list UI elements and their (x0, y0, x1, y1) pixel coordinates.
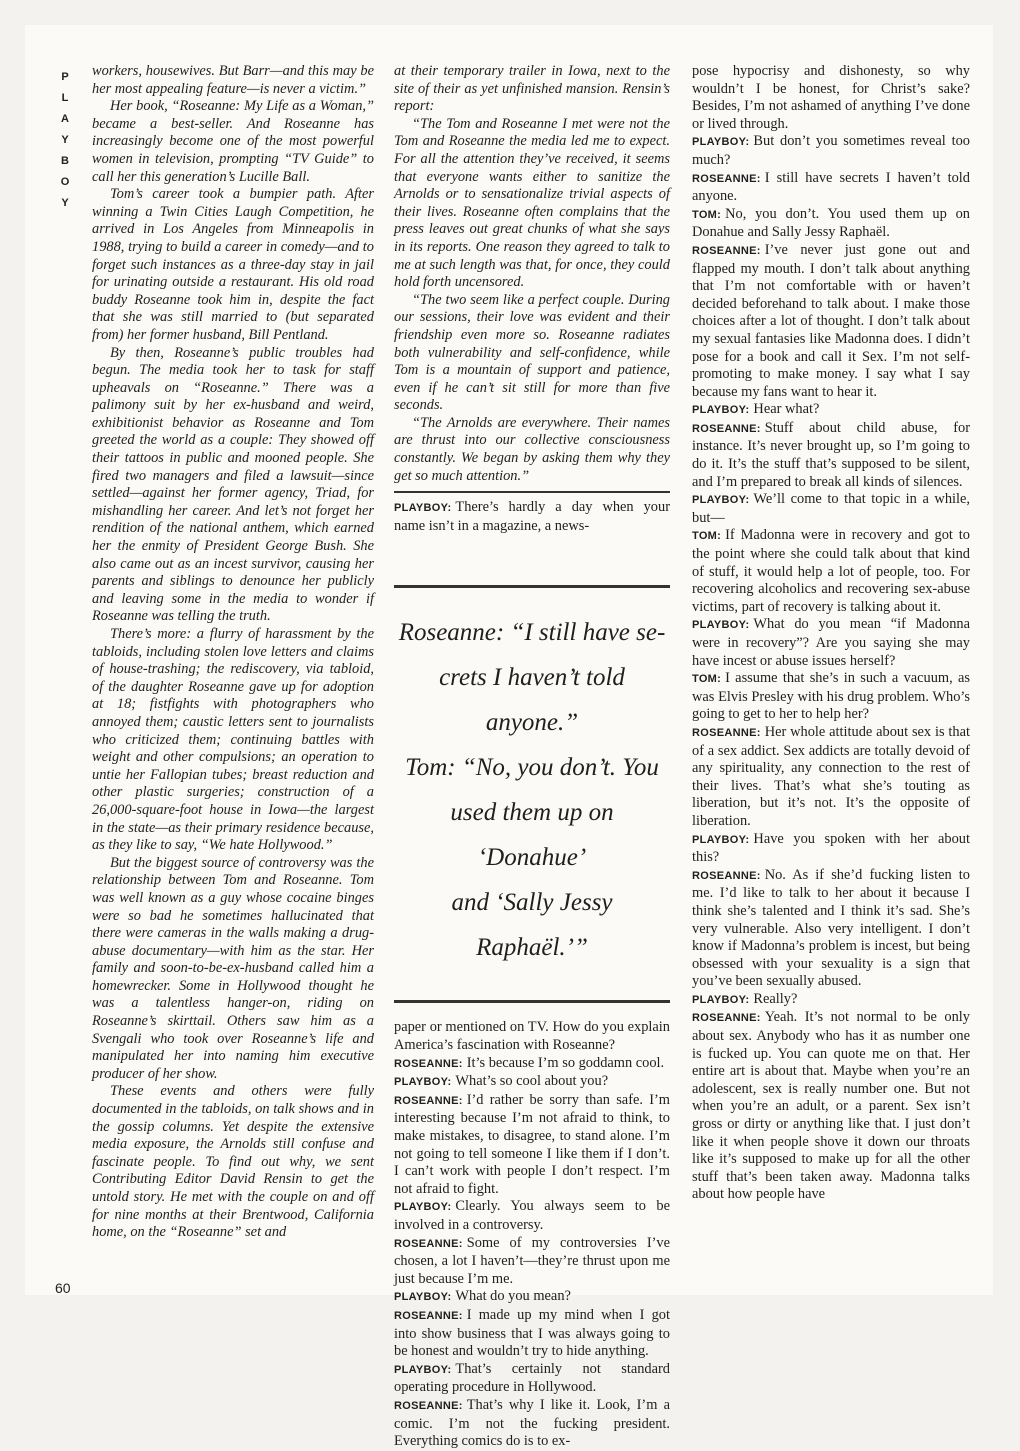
column-2 (394, 63, 670, 1451)
intro-paragraph (394, 63, 670, 116)
interview-paragraph (692, 831, 970, 867)
interview-paragraph (394, 1361, 670, 1397)
interview-paragraph (692, 991, 970, 1010)
interview-paragraph (394, 1073, 670, 1092)
pull-quote-line: and ‘Sally Jessy Raphaël.’” (451, 889, 613, 962)
interview-paragraph (692, 420, 970, 491)
paragraph-text: If Madonna were in recovery and got to the point where she could talk about that kind of stuff, it would help a lot of people, too. For recovering alcoholics and recovering sex-abuse victims, part of recovery is talking about it. (692, 527, 970, 615)
column-2-interview (394, 1019, 670, 1450)
paragraph-text: I’ve never just gone out and flapped my mouth. I don’t talk about anything that I’m not comfortable with or haven’t decided beforehand to talk about. I make those choices after a lot of thought. I don’t talk about my sexual fantasies like Madonna does. I didn’t pose for a book and call it Sex. I’m not self-promoting to make money. I say what I say because my fans want to hear it. (692, 241, 970, 400)
paragraph-text: What’s so cool about you? (455, 1073, 609, 1090)
paragraph-text: But the biggest source of controversy was the relationship between Tom and Roseanne. Tom was well known as a guy whose cocaine binges were so bad he sometimes hallucinated that there were cameras in the walls making a drug-abuse documentary—with him as the star. Her family and soon-to-be-ex-husband called him a homewrecker. Some in Hollywood thought he was a talentless hanger-on, riding on Roseanne’s skirttail. Others saw him as a Svengali who took over Roseanne’s life and manipulated her into naming him executive producer of her show. (92, 854, 374, 1082)
paragraph-text: No. As if she’d fucking listen to me. I’d like to talk to her about it because I think she’s talented and I think it’s sad. She’s very vulnerable. Also very intelligent. I don’t know if Madonna’s problem is incest, but being obsessed with your sexuality is a sign that you’ve been sexually abused. (692, 866, 970, 990)
speaker-label: TOM: (692, 208, 722, 221)
paragraph-text: These events and others were fully documented in the tabloids, on talk shows and in the gossip columns. Yet despite the extensive media exposure, the Arnolds still confuse and fascinate people. To find out why, we sent Contributing Editor David Rensin to get the untold story. He met with the couple on and off for nine months at their Brentwood, California home, on the “Roseanne” set and (92, 1083, 374, 1241)
paragraph-text: Clearly. You always seem to be involved in a controversy. (394, 1198, 670, 1233)
pull-quote-line: Roseanne: “I still have se- (398, 619, 666, 647)
intro-paragraph (92, 345, 374, 627)
speaker-label: ROSEANNE: (692, 244, 761, 257)
pull-quote-line: used them up on ‘Donahue’ (450, 799, 614, 872)
interview-paragraph (394, 1198, 670, 1234)
paragraph-text: Yeah. It’s not normal to be only about sex. Anybody who has it as number one is fucked up. You can quote me on that. Her entire art is about that. Maybe when you’re an adolescent, sex is really number one. But not when you’re an adult, or a parent. Sex isn’t gross or dirty or anything like that. I just don’t like it when people shove it down our throats like it’s supposed to make up for all the other stuff that’s been taken away. Madonna talks about how people have (692, 1009, 970, 1203)
paragraph-text: workers, housewives. But Barr—and this may be her most appealing feature—is never a victim.” (92, 63, 374, 97)
paragraph-text: By then, Roseanne’s public troubles had begun. The media took her to task for staff upheavals on “Roseanne.” There was a palimony suit by her ex-husband and weird, exhibitionist behavior as Roseanne and Tom greeted the world as a couple: They showed off their tattoos in public and mooned people. She fired two managers and filed a lawsuit—since settled—against her former agency, Triad, for mishandling her career. And let’s not forget her rendition of the national anthem, which earned her the enmity of President George Bush. She also came out as an incest survivor, causing her parents and siblings to denounce her publicly and leaving some in the media to wonder if Roseanne was telling the truth. (92, 344, 374, 625)
magazine-letter: Y (61, 197, 69, 209)
paragraph-text: Hear what? (753, 401, 820, 418)
magazine-letter: L (61, 92, 69, 104)
speaker-label: ROSEANNE: (394, 1057, 463, 1070)
paragraph-text: Have you spoken with her about this? (692, 830, 970, 866)
paragraph-text: Stuff about child abuse, for instance. It’s never brought up, so I’m going to do it. It’s the stuff that’s supposed to be silent, and I’m prepared to break all kinds of silences. (692, 419, 970, 490)
speaker-label: PLAYBOY: (692, 494, 750, 507)
interview-paragraph (692, 724, 970, 831)
interview-paragraph (692, 401, 970, 420)
speaker-label: PLAYBOY: (692, 136, 750, 149)
paragraph-text: paper or mentioned on TV. How do you explain America’s fascination with Roseanne? (394, 1019, 670, 1054)
interview-paragraph (394, 1307, 670, 1361)
speaker-label: ROSEANNE: (692, 422, 761, 435)
paragraph-text: pose hypocrisy and dishonesty, so why wouldn’t I be honest, for Christ’s sake? Besides, I’m not ashamed of anything I’ve done or lived through. (692, 63, 970, 132)
interview-paragraph (394, 499, 670, 535)
speaker-label: ROSEANNE: (692, 726, 761, 739)
paragraph-text: I made up my mind when I got into show business that I was always going to be honest and wouldn’t try to hide anything. (394, 1306, 670, 1360)
speaker-label: ROSEANNE: (692, 1012, 761, 1025)
interview-paragraph (394, 1019, 670, 1054)
interview-paragraph (692, 616, 970, 670)
paragraph-text: There’s hardly a day when your name isn’t in a magazine, a news- (394, 499, 670, 534)
intro-paragraph (92, 186, 374, 344)
pull-quote-line: Tom: “No, you don’t. You (405, 754, 659, 782)
interview-paragraph (692, 133, 970, 169)
intro-paragraph (394, 116, 670, 292)
speaker-label: ROSEANNE: (692, 869, 761, 882)
speaker-label: PLAYBOY: (692, 993, 750, 1006)
paragraph-text: Tom’s career took a bumpier path. After winning a Twin Cities Laugh Competition, he arrived in Los Angeles from Minneapolis in 1988, trying to build a career in comedy—and to forget such instances as a three-day stay in jail for urinating outside a restaurant. His old road buddy Roseanne took him in, despite the fact that she was still married to (but separated from) her former husband, Bill Pentland. (92, 186, 374, 343)
magazine-letter: P (61, 71, 69, 83)
pull-quote-line: crets I haven’t told anyone.” (439, 664, 625, 737)
speaker-label: ROSEANNE: (394, 1094, 463, 1107)
speaker-label: PLAYBOY: (394, 502, 452, 515)
intro-paragraph (92, 626, 374, 855)
interview-paragraph (692, 491, 970, 527)
speaker-label: ROSEANNE: (692, 172, 761, 185)
paragraph-text: We’ll come to that topic in a while, but— (692, 491, 970, 526)
intro-paragraph (92, 1083, 374, 1241)
paragraph-text: What do you mean “if Madonna were in recovery”? Are you saying she may have incest or abuse issues herself? (692, 616, 970, 669)
speaker-label: ROSEANNE: (394, 1309, 463, 1322)
magazine-letter: O (60, 176, 70, 188)
paragraph-text: There’s more: a flurry of harassment by the tabloids, including stolen love letters and claims of house-trashing; the rediscovery, via tabloid, of the daughter Roseanne gave up for adoption at 18; fistfights with photographers who annoyed them; caustic letters sent to journalists who criticized them; continuing battles with weight and other compulsions; an operation to untie her Fallopian tubes; breast reduction and other plastic surgeries; construction of a 26,000-square-foot house in Iowa—the largest in the state—as their primary residence because, as they like to say, “We hate Hollywood.” (92, 626, 374, 854)
intro-paragraph (92, 855, 374, 1084)
magazine-name (58, 67, 72, 214)
speaker-label: PLAYBOY: (394, 1363, 452, 1376)
paragraph-text: But don’t you sometimes reveal too much? (692, 133, 970, 168)
column-1-intro (92, 63, 374, 1242)
speaker-label: PLAYBOY: (394, 1201, 452, 1214)
paragraph-text: I’d rather be sorry than safe. I’m interesting because I’m not afraid to think, to make mistakes, to disagree, to stand alone. I’m not going to tell someone I like them if I don’t. I can’t work with people I don’t respect. I’m not afraid to fight. (394, 1091, 670, 1197)
paragraph-text: I still have secrets I haven’t told anyone. (692, 169, 970, 205)
interview-paragraph (692, 867, 970, 991)
paragraph-text: What do you mean? (455, 1288, 571, 1305)
interview-paragraph (692, 1009, 970, 1204)
interview-paragraph (692, 170, 970, 206)
interview-paragraph (692, 206, 970, 242)
interview-paragraph (692, 527, 970, 616)
page-number: 60 (55, 1280, 71, 1296)
magazine-letter: B (61, 155, 69, 167)
intro-paragraph (92, 63, 374, 98)
divider (394, 491, 670, 493)
speaker-label: PLAYBOY: (692, 404, 750, 417)
pull-quote (394, 585, 670, 1003)
paragraph-text: “The Arnolds are everywhere. Their names are thrust into our collective consciousness constantly. We began by asking them why they get so much attention.” (394, 414, 670, 484)
paragraph-text: at their temporary trailer in Iowa, next to the site of their as yet unfinished mansion. Rensin’s report: (394, 63, 670, 115)
speaker-label: PLAYBOY: (394, 1291, 452, 1304)
interview-paragraph (394, 1288, 670, 1307)
speaker-label: PLAYBOY: (692, 619, 750, 632)
speaker-label: TOM: (692, 530, 722, 543)
paragraph-text: I assume that she’s in such a vacuum, as was Elvis Presley with his drug problem. Who’s going to get to her to help her? (692, 670, 970, 723)
paragraph-text: “The two seem like a perfect couple. During our sessions, their love was evident and their friendship even more so. Roseanne radiates both vulnerability and self-confidence, while Tom is a mountain of support and patience, even if he can’t sit still for more than five seconds. (394, 291, 670, 414)
intro-paragraph (394, 292, 670, 415)
paragraph-text: Really? (753, 990, 798, 1007)
paragraph-text: “The Tom and Roseanne I met were not the Tom and Roseanne the media led me to expect. For all the attention they’ve received, it seems that everyone wants either to sanitize the Arnolds or to sensationalize trivial aspects of their lives. Roseanne often complains that the press leaves out great chunks of what she says in its reports. One reason they agreed to talk to me at such length was that, for once, they could hold forth uncensored. (394, 115, 670, 291)
magazine-page (25, 25, 993, 1450)
interview-paragraph (394, 1055, 670, 1074)
speaker-label: PLAYBOY: (692, 833, 750, 846)
column-2-intro (394, 63, 670, 485)
paragraph-text: That’s why I like it. Look, I’m a comic. I’m not the fucking president. Everything comics do is to ex- (394, 1396, 670, 1450)
paragraph-text: No, you don’t. You used them up on Donahue and Sally Jessy Raphaël. (692, 205, 970, 241)
interview-paragraph (692, 670, 970, 724)
column-3-interview (692, 63, 970, 1204)
interview-paragraph (692, 242, 970, 401)
paragraph-text: Her whole attitude about sex is that of a sex addict. Sex addicts are totally devoid of any spirituality, any connection to the rest of their lives. That’s what she’s touting as liberation, but it’s not. It’s the opposite of liberation. (692, 723, 970, 829)
interview-paragraph (394, 1092, 670, 1199)
speaker-label: ROSEANNE: (394, 1237, 463, 1250)
magazine-letter: Y (61, 134, 69, 146)
speaker-label: TOM: (692, 673, 722, 686)
interview-paragraph (394, 1397, 670, 1451)
paragraph-text: Some of my controversies I’ve chosen, a lot I haven’t—they’re thrust upon me just because I’m me. (394, 1234, 670, 1287)
paragraph-text: It’s because I’m so goddamn cool. (466, 1054, 665, 1071)
intro-paragraph (394, 415, 670, 485)
speaker-label: PLAYBOY: (394, 1076, 452, 1089)
magazine-letter: A (61, 113, 69, 125)
paragraph-text: That’s certainly not standard operating procedure in Hollywood. (394, 1360, 670, 1396)
paragraph-text: Her book, “Roseanne: My Life as a Woman,” became a best-seller. And Roseanne has increasingly become one of the most powerful women in television, prompting “TV Guide” to call her this generation’s Lucille Ball. (92, 98, 374, 185)
speaker-label: ROSEANNE: (394, 1399, 463, 1412)
interview-paragraph (692, 63, 970, 133)
interview-paragraph (394, 1235, 670, 1289)
intro-paragraph (92, 98, 374, 186)
